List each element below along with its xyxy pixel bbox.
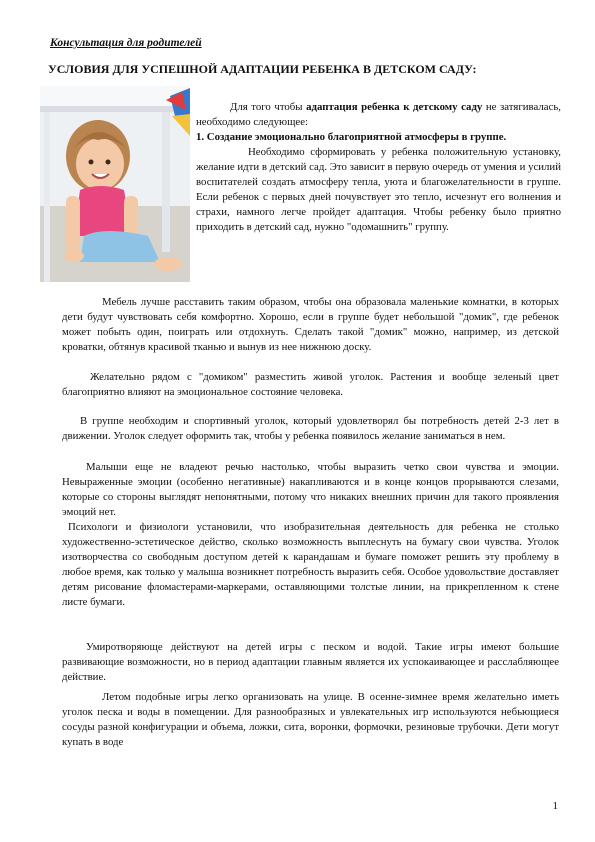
paragraph-4: Малыши еще не владеют речью настолько, чтобы выразить четко свои чувства и эмоции. Невыраженные эмоции (особенно негативные) накапливаются и в конце концов прорываются слезами, которые со стороны выглядят непонятными, потому что никаких внешних причин для такого проявления эмоций нет. <box>62 461 559 518</box>
paragraph-6: Умиротворяюще действуют на детей игры с песком и водой. Такие игры имеют большие развивающие возможности, но в период адаптации главным является их успокаивающее и расслабляющее действие. <box>62 641 559 683</box>
intro-paragraph <box>196 100 561 130</box>
paragraph-7: Летом подобные игры легко организовать на улице. В осенне-зимнее время желательно иметь уголок песка и воды в помещении. Для разнообразных и увлекательных игр используются небьющиеся сосуды разной конфигурации и объема, ложки, сита, воронки, формочки, резиновые трубочки. Дети могут купать в воде <box>62 691 559 748</box>
paragraph-right: Необходимо сформировать у ребенка положительную установку, желание идти в детский сад. Это зависит в первую очередь от умения и усилий воспитателей создать атмосферу тепла, уюта и благожелательности в группе. Если ребенок с первых дней почувствует это тепло, исчезнут его волнения и страхи, намного легче пройдет адаптация. Чтобы ребенку было приятно приходить в детский сад, нужно "одомашнить" группу. <box>196 146 561 233</box>
document-header: Консультация для родителей <box>50 37 202 49</box>
intro-bold: адаптация ребенка к детскому саду <box>306 101 483 113</box>
paragraph-3: В группе необходим и спортивный уголок, который удовлетворял бы потребность детей 2-3 лет в движении. Уголок следует оформить так, чтобы у ребенка появилось желание заниматься в нем. <box>62 415 559 442</box>
point-1-heading: 1. Создание эмоционально благоприятной атмосферы в группе. <box>196 131 507 143</box>
paragraph-1: Мебель лучше расставить таким образом, чтобы она образовала маленькие комнатки, в которых дети будут чувствовать себя комфортно. Хорошо, если в группе будет небольшой "домик", где ребенок может побыть один, поиграть или отдохнуть. Сделать такой "домик" можно, например, из детской кроватки, обтянув красивой тканью и вынув из нее нижнюю доску. <box>62 296 559 353</box>
document-title: УСЛОВИЯ ДЛЯ УСПЕШНОЙ АДАПТАЦИИ РЕБЕНКА В ДЕТСКОМ САДУ: <box>48 62 477 76</box>
intro-suffix: не затягивалась, необходимо следующее: <box>196 101 561 128</box>
page-number: 1 <box>552 800 558 812</box>
intro-column <box>196 100 561 235</box>
paragraph-2: Желательно рядом с "домиком" разместить живой уголок. Растения и вообще зеленый цвет благоприятно влияют на эмоциональное состояние человека. <box>62 371 559 398</box>
paragraph-5: Психологи и физиологи установили, что изобразительная деятельность для ребенка не столько художественно-эстетическое действо, сколько возможность выплеснуть на бумагу свои чувства. Уголок изотворчества со свободным доступом детей к карандашам и бумаге поможет решить эту проблему в любое время, как только у малыша возникнет потребность выразить себя. Особое удовольствие доставляет детям рисование фломастерами-маркерами, оставляющими толстые линии, на прикрепленном к стене листе бумаги. <box>62 521 559 608</box>
child-photo <box>40 86 190 282</box>
intro-prefix: Для того чтобы <box>230 101 307 113</box>
